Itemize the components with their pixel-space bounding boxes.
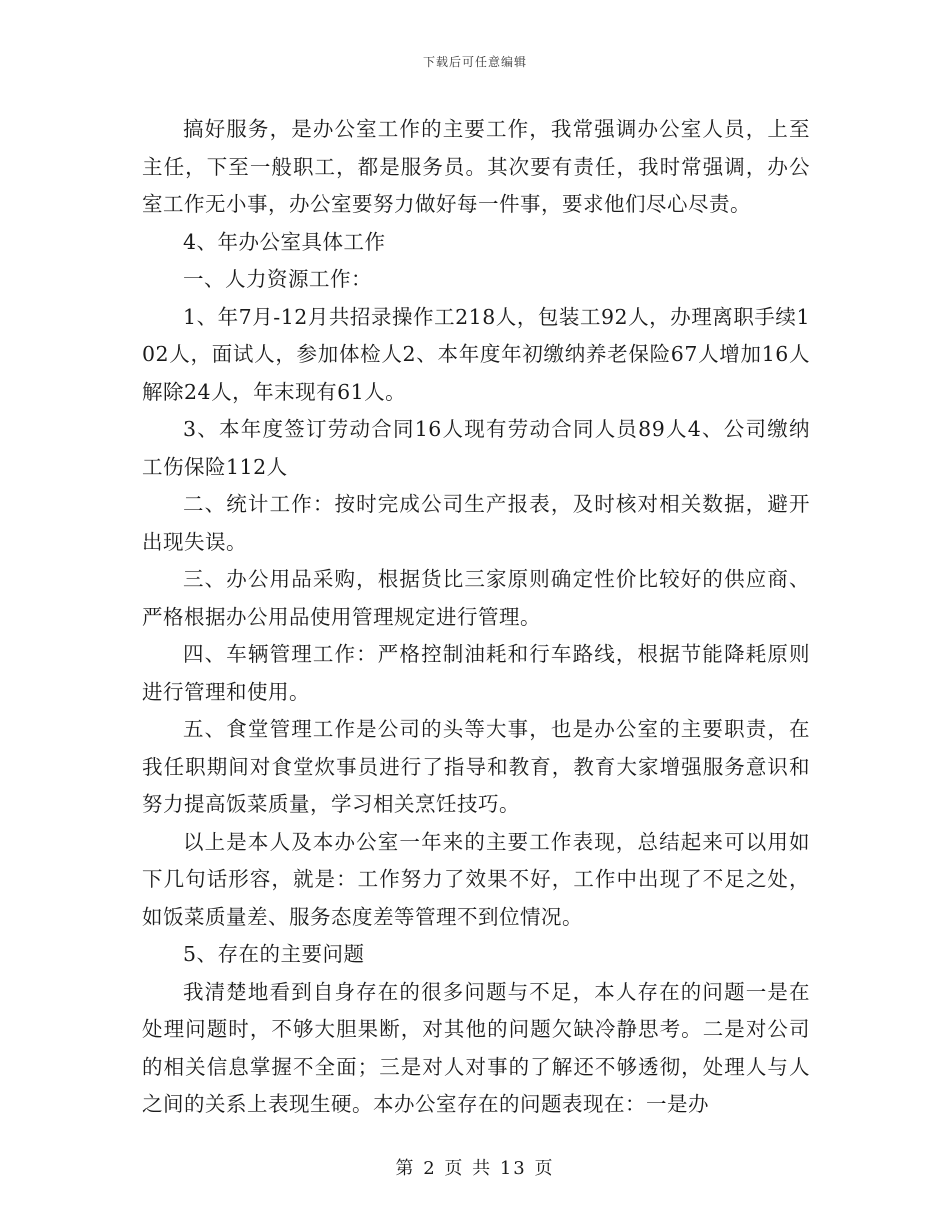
page-number: 第 2 页 共 13 页 <box>395 1158 555 1179</box>
paragraph-vehicles: 四、车辆管理工作：严格控制油耗和行车路线，根据节能降耗原则进行管理和使用。 <box>142 642 810 704</box>
paragraph-canteen: 五、食堂管理工作是公司的头等大事，也是办公室的主要职责，在我任职期间对食堂炊事员进行了指导和教育，教育大家增强服务意识和努力提高饭菜质量，学习相关烹饪技巧。 <box>142 717 810 816</box>
section-heading-4: 4、年办公室具体工作 <box>183 229 386 254</box>
paragraph-hr-1: 1、年7月-12月共招录操作工218人，包装工92人，办理离职手续102人，面试人，参加体检人2、本年度年初缴纳养老保险67人增加16人解除24人，年末现有61人。 <box>142 304 810 404</box>
paragraph-hr-3: 3、本年度签订劳动合同16人现有劳动合同人员89人4、公司缴纳工伤保险112人 <box>142 417 810 479</box>
page-header-note: 下载后可任意编辑 <box>422 55 527 69</box>
subheading-hr: 一、人力资源工作： <box>183 267 372 291</box>
paragraph-service: 搞好服务，是办公室工作的主要工作，我常强调办公室人员，上至主任，下至一般职工，都是服务员。其次要有责任，我时常强调，办公室工作无小事，办公室要努力做好每一件事，要求他们尽心尽责。 <box>142 117 810 216</box>
paragraph-office-supplies: 三、办公用品采购，根据货比三家原则确定性价比较好的供应商、严格根据办公用品使用管理规定进行管理。 <box>142 567 810 629</box>
document-body <box>142 111 810 1124</box>
paragraph-problems: 我清楚地看到自身存在的很多问题与不足，本人存在的问题一是在处理问题时，不够大胆果断，对其他的问题欠缺冷静思考。二是对公司的相关信息掌握不全面；三是对人对事的了解还不够透彻，处理人与人之间的关系上表现生硬。本办公室存在的问题表现在：一是办 <box>142 979 810 1116</box>
section-heading-5: 5、存在的主要问题 <box>183 942 365 966</box>
paragraph-statistics: 二、统计工作：按时完成公司生产报表，及时核对相关数据，避开出现失误。 <box>142 492 810 554</box>
paragraph-summary: 以上是本人及本办公室一年来的主要工作表现，总结起来可以用如下几句话形容，就是：工作努力了效果不好，工作中出现了不足之处，如饭菜质量差、服务态度差等管理不到位情况。 <box>142 829 810 929</box>
